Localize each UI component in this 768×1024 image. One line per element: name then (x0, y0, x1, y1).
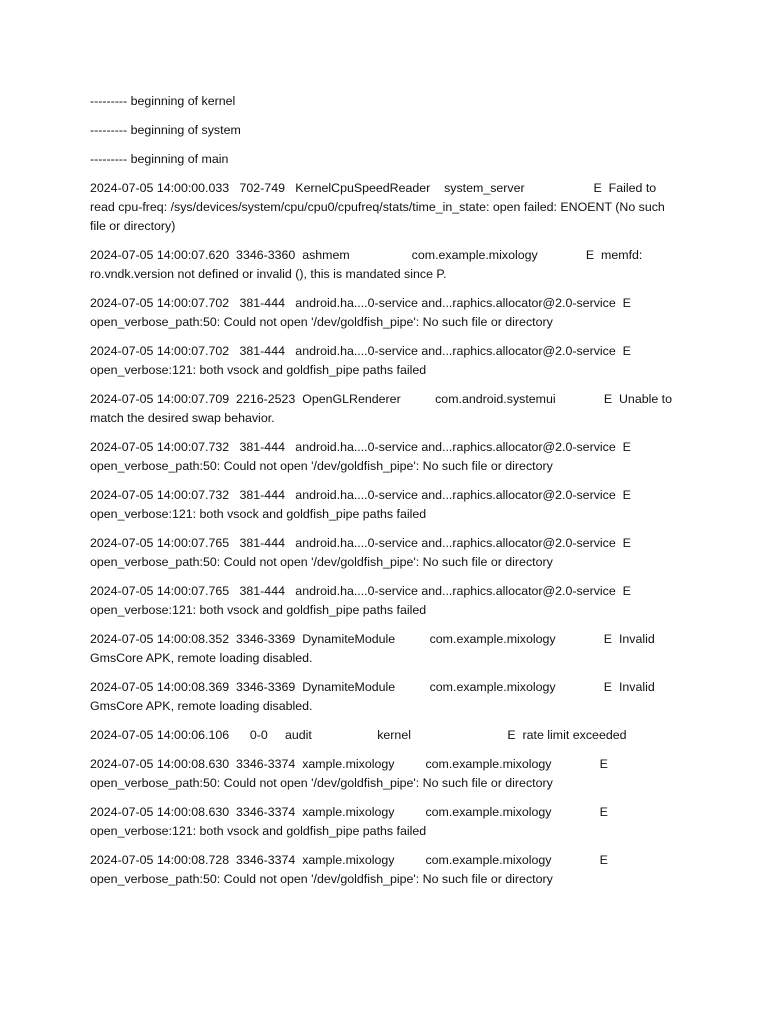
log-entry: 2024-07-05 14:00:07.620 3346-3360 ashmem com.example.mixology E memfd: ro.vndk.version not defined or invalid (), this is mandated since P. (90, 248, 646, 281)
log-entry: 2024-07-05 14:00:07.732 381-444 android.ha....0-service and...raphics.allocator@2.0-service E open_verbose_path:50: Could not open '/dev/goldfish_pipe': No such file or directory (90, 440, 638, 473)
log-header-main: --------- beginning of main (90, 152, 229, 166)
log-header-kernel: --------- beginning of kernel (90, 94, 236, 108)
log-document (90, 92, 682, 899)
log-header-system: --------- beginning of system (90, 123, 241, 137)
log-entry: 2024-07-05 14:00:07.702 381-444 android.ha....0-service and...raphics.allocator@2.0-service E open_verbose:121: both vsock and goldfish_pipe paths failed (90, 344, 638, 377)
log-entry: 2024-07-05 14:00:06.106 0-0 audit kernel E rate limit exceeded (90, 728, 627, 742)
log-entry: 2024-07-05 14:00:00.033 702-749 KernelCpuSpeedReader system_server E Failed to read cpu-freq: /sys/devices/system/cpu/cpu0/cpufreq/stats/time_in_state: open failed: ENOENT (No such file or directory) (90, 181, 669, 233)
log-entry: 2024-07-05 14:00:08.352 3346-3369 DynamiteModule com.example.mixology E Invalid GmsCore APK, remote loading disabled. (90, 632, 659, 665)
log-entry: 2024-07-05 14:00:08.728 3346-3374 xample.mixology com.example.mixology E open_verbose_path:50: Could not open '/dev/goldfish_pipe': No such file or directory (90, 853, 615, 886)
log-entry: 2024-07-05 14:00:08.369 3346-3369 DynamiteModule com.example.mixology E Invalid GmsCore APK, remote loading disabled. (90, 680, 659, 713)
log-entry: 2024-07-05 14:00:08.630 3346-3374 xample.mixology com.example.mixology E open_verbose_path:50: Could not open '/dev/goldfish_pipe': No such file or directory (90, 757, 615, 790)
log-entry: 2024-07-05 14:00:07.709 2216-2523 OpenGLRenderer com.android.systemui E Unable to match the desired swap behavior. (90, 392, 676, 425)
log-entry: 2024-07-05 14:00:07.702 381-444 android.ha....0-service and...raphics.allocator@2.0-service E open_verbose_path:50: Could not open '/dev/goldfish_pipe': No such file or directory (90, 296, 638, 329)
log-entry: 2024-07-05 14:00:08.630 3346-3374 xample.mixology com.example.mixology E open_verbose:121: both vsock and goldfish_pipe paths failed (90, 805, 615, 838)
log-entry: 2024-07-05 14:00:07.732 381-444 android.ha....0-service and...raphics.allocator@2.0-service E open_verbose:121: both vsock and goldfish_pipe paths failed (90, 488, 638, 521)
log-entry: 2024-07-05 14:00:07.765 381-444 android.ha....0-service and...raphics.allocator@2.0-service E open_verbose:121: both vsock and goldfish_pipe paths failed (90, 584, 638, 617)
log-entry: 2024-07-05 14:00:07.765 381-444 android.ha....0-service and...raphics.allocator@2.0-service E open_verbose_path:50: Could not open '/dev/goldfish_pipe': No such file or directory (90, 536, 638, 569)
